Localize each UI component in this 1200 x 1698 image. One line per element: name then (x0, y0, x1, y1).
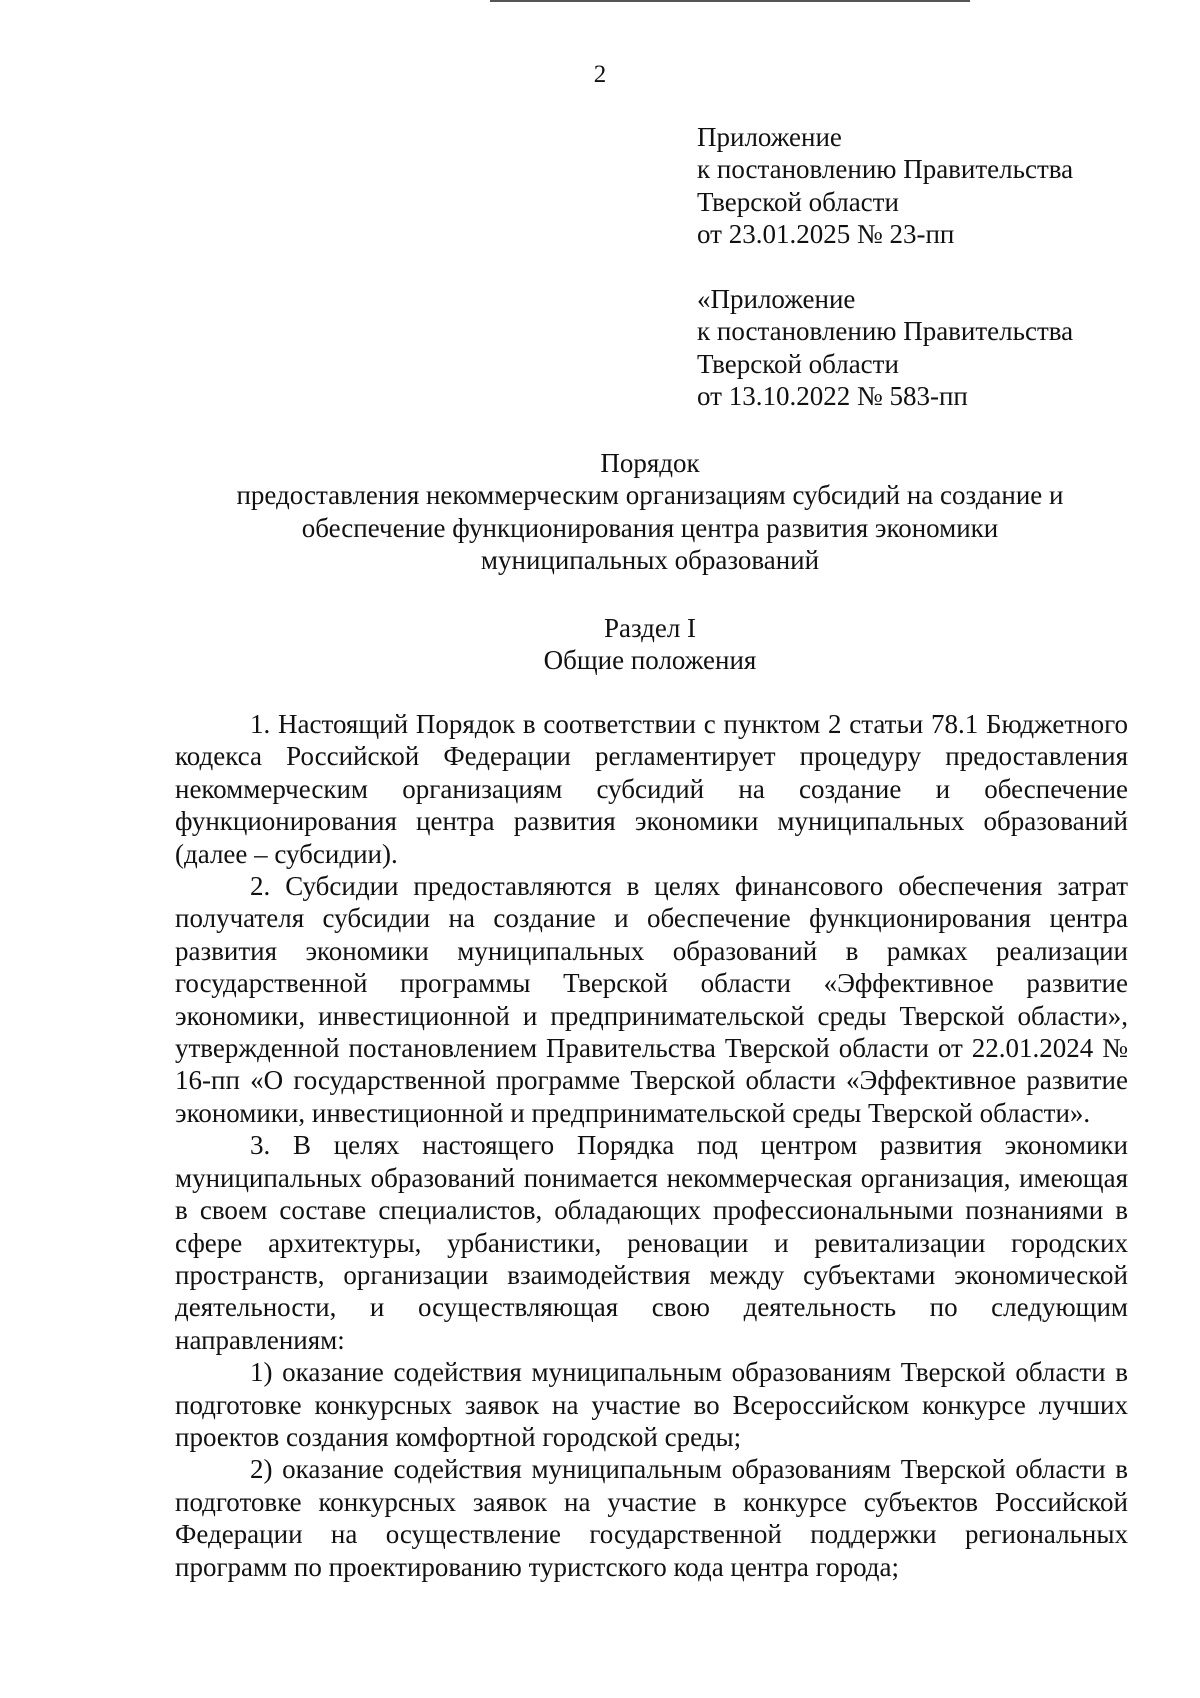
attachment-current-block (697, 121, 1073, 251)
paragraph: 3. В целях настоящего Порядка под центром развития экономики муниципальных образований понимается некоммерческая организация, имеющая в своем составе специалистов, обладающих профессиональными познаниями в сфере архитектуры, урбанистики, реновации и ревитализации городских пространств, организации взаимодействия между субъектами экономической деятельности, и осуществляющая свою деятельность по следующим направлениям: (175, 1130, 1128, 1355)
attachment-current-line: Тверской области (697, 186, 899, 217)
section-heading (160, 612, 1140, 677)
document-title (160, 447, 1140, 577)
attachment-original-line: от 13.10.2022 № 583-пп (697, 381, 968, 412)
section-number: Раздел I (603, 613, 697, 643)
top-border-line (490, 0, 970, 2)
title-heading: Порядок (600, 448, 700, 478)
page-number: 2 (593, 61, 607, 88)
attachment-original-line: «Приложение (697, 284, 856, 314)
paragraph: 1) оказание содействия муниципальным образованиям Тверской области в подготовке конкурсных заявок на участие во Всероссийском конкурсе лучших проектов создания комфортной городской среды; (175, 1357, 1128, 1452)
attachment-original-line: к постановлению Правительства (697, 316, 1074, 347)
attachment-original-line: Тверской области (697, 348, 899, 379)
paragraph: 2) оказание содействия муниципальным образованиям Тверской области в подготовке конкурсных заявок на участие в конкурсе субъектов Российской Федерации на осуществление государственной поддержки региональных программ по проектированию туристского кода центра города; (175, 1454, 1128, 1582)
title-subtitle-line: обеспечение функционирования центра развития экономики (301, 512, 999, 543)
title-subtitle-line: муниципальных образований (480, 545, 820, 576)
paragraph: 2. Субсидии предоставляются в целях финансового обеспечения затрат получателя субсидии на создание и обеспечение функционирования центра развития экономики муниципальных образований в рамках реализации государственной программы Тверской области «Эффективное развитие экономики, инвестиционной и предпринимательской среды Тверской области», утвержденной постановлением Правительства Тверской области от 22.01.2024 № 16-пп «О государственной программе Тверской области «Эффективное развитие экономики, инвестиционной и предпринимательской среды Тверской области». (175, 871, 1128, 1128)
section-name: Общие положения (543, 645, 757, 676)
attachment-current-line: от 23.01.2025 № 23-пп (697, 219, 955, 250)
attachment-original-block (697, 283, 1073, 413)
paragraph: 1. Настоящий Порядок в соответствии с пунктом 2 статьи 78.1 Бюджетного кодекса Российской Федерации регламентирует процедуру предоставления некоммерческим организациям субсидий на создание и обеспечение функционирования центра развития экономики муниципальных образований (далее – субсидии). (175, 709, 1128, 869)
body-text (175, 708, 1128, 1583)
attachment-current-line: Приложение (697, 122, 842, 152)
title-subtitle-line: предоставления некоммерческим организациям субсидий на создание и (236, 480, 1064, 511)
attachment-current-line: к постановлению Правительства (697, 154, 1074, 185)
